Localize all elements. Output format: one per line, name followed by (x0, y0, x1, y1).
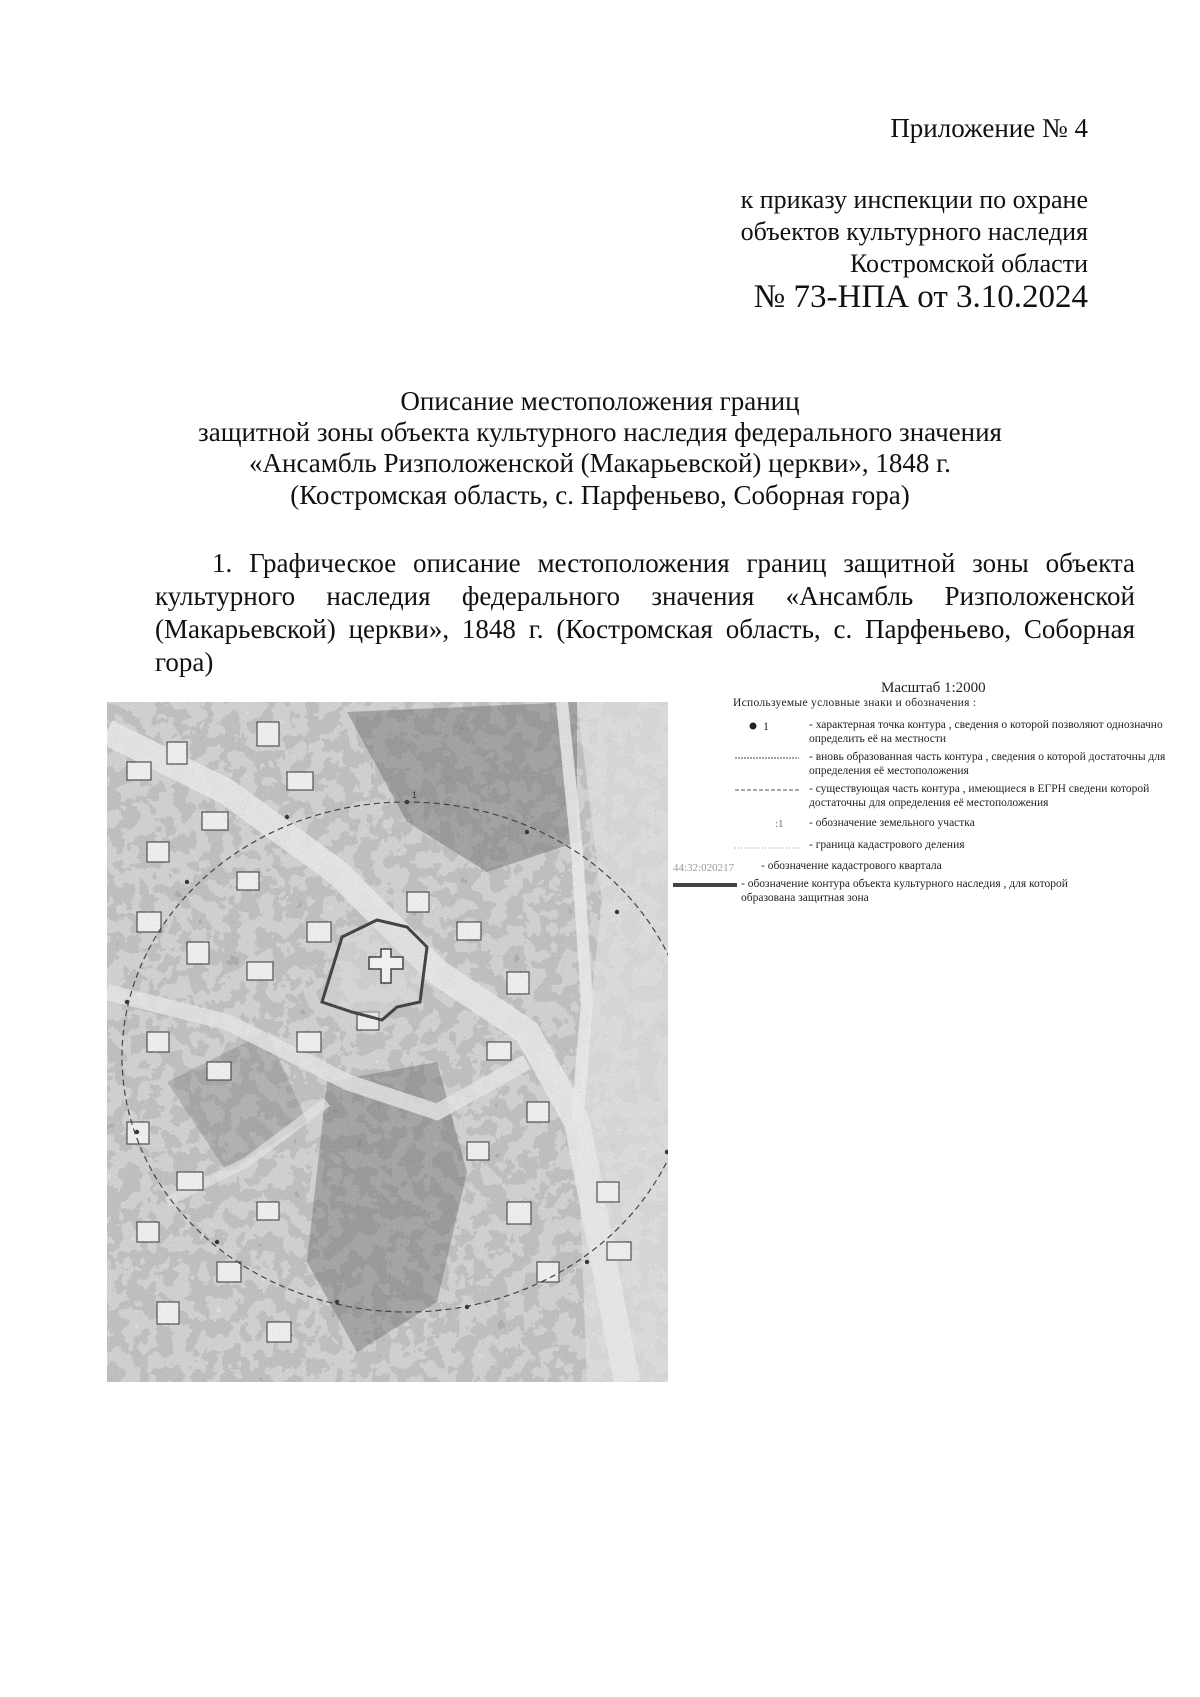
title-line-1: Описание местоположения границ (400, 386, 800, 416)
legend-item-heritage-contour (733, 877, 1193, 909)
aerial-map (107, 702, 668, 1382)
legend-text: - существующая часть контура , имеющиеся в ЕГРН сведени которой достаточны для определения её местоположения (809, 783, 1150, 809)
legend-text: - вновь образованная часть контура , сведения о которой достаточны для определения её местоположения (809, 751, 1166, 777)
quarter-label-sample: 44:32:020217 (673, 862, 735, 874)
legend-item-cadastral-quarter (673, 859, 1193, 877)
parcel-label-sample: :1 (775, 818, 784, 830)
title-line-2: защитной зоны объекта культурного наследия федерального значения (198, 417, 1002, 447)
parcel-label-icon (733, 816, 801, 840)
legend-text: - характерная точка контура , сведения о которой позволяют однозначно определить её на местности (809, 719, 1163, 745)
legend-item-parcel (733, 816, 1193, 834)
order-line-2: объектов культурного наследия (740, 217, 1088, 246)
legend-text: - граница кадастрового деления (809, 839, 965, 851)
legend-text: - обозначение контура объекта культурного наследия , для которой образована защитная зона (741, 878, 1068, 904)
legend-text: - обозначение земельного участка (809, 817, 975, 829)
map-scale: Масштаб 1:2000 (881, 680, 986, 696)
legend-item-existing-contour (733, 782, 1193, 812)
legend-text: - обозначение кадастрового квартала (761, 860, 942, 872)
order-line-1: к приказу инспекции по охране (740, 185, 1088, 214)
legend-heading: Используемые условные знаки и обозначения : (733, 697, 977, 709)
legend-item-characteristic-point (733, 718, 1193, 748)
thick-line-icon (671, 877, 739, 901)
point-number-label: 1 (763, 719, 769, 733)
order-line-3: Костромской области (849, 249, 1088, 278)
graphic-description-paragraph: 1. Графическое описание местоположения границ защитной зоны объекта культурного наследия федерального значения «Ансамбль Ризположенской (Макарьевской) церкви», 1848 г. (Костромская область, с. Парфеньево, Соборная гора) (155, 548, 1135, 677)
legend-item-cadastral-boundary (733, 838, 1193, 856)
title-line-4: (Костромская область, с. Парфеньево, Соборная гора) (290, 480, 910, 510)
legend-item-new-contour (733, 750, 1193, 780)
order-number-date: № 73-НПА от 3.10.2024 (753, 279, 1088, 315)
map-grain (107, 702, 668, 1382)
title-line-3: «Ансамбль Ризположенской (Макарьевской) церкви», 1848 г. (249, 448, 951, 478)
appendix-number: Приложение № 4 (890, 113, 1088, 143)
point-marker-icon (733, 718, 801, 742)
dotted-line-icon (733, 750, 801, 774)
dashed-line-icon (733, 782, 801, 806)
